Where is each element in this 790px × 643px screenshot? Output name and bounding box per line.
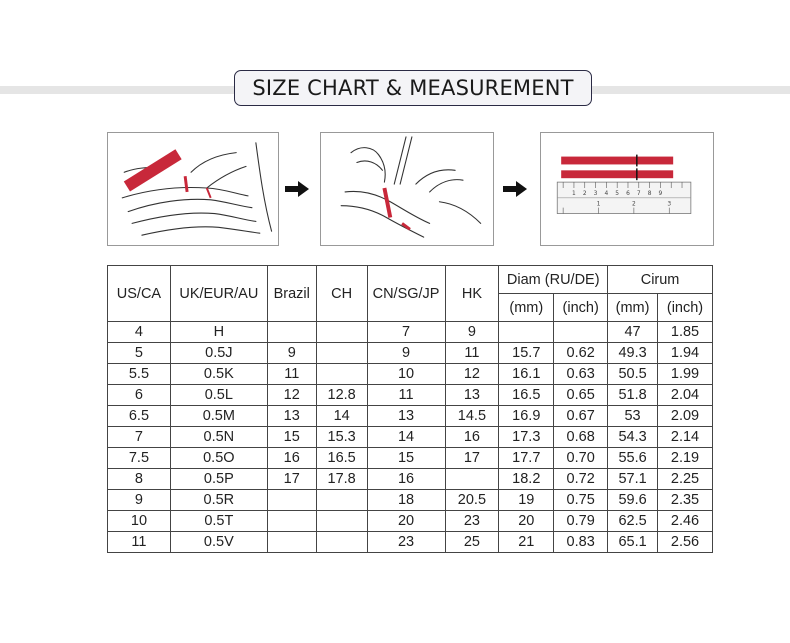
cell-cirum-inch: 2.56 — [658, 532, 713, 553]
header-cirum: Cirum — [608, 266, 713, 294]
cell-cirum-inch: 2.04 — [658, 385, 713, 406]
cell-diam-inch: 0.79 — [554, 511, 608, 532]
header-brazil: Brazil — [267, 266, 316, 322]
cell-cirum-mm: 55.6 — [608, 448, 658, 469]
cell-us-ca: 6.5 — [108, 406, 171, 427]
cell-ch: 17.8 — [316, 469, 367, 490]
cell-diam-mm: 17.7 — [499, 448, 554, 469]
cell-brazil — [267, 511, 316, 532]
table-row — [108, 469, 713, 490]
cell-cirum-inch: 1.94 — [658, 343, 713, 364]
ruler-mark: 1 — [572, 190, 576, 197]
cell-hk: 17 — [445, 448, 499, 469]
illustration-measure-ruler — [540, 132, 714, 246]
table-row — [108, 385, 713, 406]
cell-us-ca: 7 — [108, 427, 171, 448]
table-row — [108, 448, 713, 469]
cell-hk: 20.5 — [445, 490, 499, 511]
header-row — [108, 266, 713, 294]
cell-diam-inch: 0.83 — [554, 532, 608, 553]
cell-brazil: 13 — [267, 406, 316, 427]
cell-uk-eur-au: 0.5N — [170, 427, 267, 448]
cell-cirum-mm: 57.1 — [608, 469, 658, 490]
cell-uk-eur-au: 0.5V — [170, 532, 267, 553]
header-diam-mm: (mm) — [499, 294, 554, 322]
cell-cn-sg-jp: 9 — [367, 343, 445, 364]
cell-cirum-mm: 59.6 — [608, 490, 658, 511]
ruler-mark: 2 — [632, 201, 636, 208]
cell-uk-eur-au: 0.5J — [170, 343, 267, 364]
ruler-mark: 7 — [636, 190, 641, 197]
cell-cirum-inch: 1.99 — [658, 364, 713, 385]
cell-brazil — [267, 490, 316, 511]
table-row — [108, 511, 713, 532]
size-chart-table — [107, 265, 713, 553]
cell-ch — [316, 343, 367, 364]
cell-cirum-inch: 2.25 — [658, 469, 713, 490]
cell-us-ca: 8 — [108, 469, 171, 490]
header-diam-inch: (inch) — [554, 294, 608, 322]
cell-hk: 12 — [445, 364, 499, 385]
cell-us-ca: 6 — [108, 385, 171, 406]
cell-cirum-inch: 2.19 — [658, 448, 713, 469]
header-cn-sg-jp: CN/SG/JP — [367, 266, 445, 322]
cell-brazil: 9 — [267, 343, 316, 364]
title-banner — [234, 70, 592, 106]
header-diam: Diam (RU/DE) — [499, 266, 608, 294]
cell-cirum-mm: 54.3 — [608, 427, 658, 448]
cell-uk-eur-au: 0.5P — [170, 469, 267, 490]
arrow-right-icon — [503, 181, 527, 197]
cell-uk-eur-au: 0.5K — [170, 364, 267, 385]
cell-uk-eur-au: 0.5R — [170, 490, 267, 511]
header-uk-eur-au: UK/EUR/AU — [170, 266, 267, 322]
cell-diam-inch: 0.68 — [554, 427, 608, 448]
header-cirum-mm: (mm) — [608, 294, 658, 322]
cell-cn-sg-jp: 10 — [367, 364, 445, 385]
cell-brazil: 16 — [267, 448, 316, 469]
cell-diam-mm: 16.1 — [499, 364, 554, 385]
ruler-mark: 8 — [647, 190, 652, 197]
page-title: SIZE CHART & MEASUREMENT — [252, 76, 574, 100]
cell-us-ca: 11 — [108, 532, 171, 553]
cell-cn-sg-jp: 11 — [367, 385, 445, 406]
ruler-mark: 5 — [615, 190, 620, 197]
cell-diam-mm: 18.2 — [499, 469, 554, 490]
cell-ch — [316, 364, 367, 385]
ruler-mark: 6 — [626, 190, 630, 197]
cell-hk: 14.5 — [445, 406, 499, 427]
ruler-mark: 4 — [604, 190, 609, 197]
arrow-right-icon — [285, 181, 309, 197]
cell-diam-mm: 16.9 — [499, 406, 554, 427]
cell-uk-eur-au: 0.5T — [170, 511, 267, 532]
table-row — [108, 343, 713, 364]
header-ch: CH — [316, 266, 367, 322]
header-hk: HK — [445, 266, 499, 322]
table-row — [108, 490, 713, 511]
cell-diam-mm: 16.5 — [499, 385, 554, 406]
cell-hk: 13 — [445, 385, 499, 406]
table-row — [108, 322, 713, 343]
cell-cn-sg-jp: 15 — [367, 448, 445, 469]
cell-cirum-mm: 50.5 — [608, 364, 658, 385]
cell-cirum-mm: 65.1 — [608, 532, 658, 553]
cell-diam-inch: 0.72 — [554, 469, 608, 490]
header-cirum-inch: (inch) — [658, 294, 713, 322]
table-row — [108, 364, 713, 385]
cell-diam-inch: 0.65 — [554, 385, 608, 406]
cell-cn-sg-jp: 7 — [367, 322, 445, 343]
cell-brazil — [267, 532, 316, 553]
cell-uk-eur-au: 0.5M — [170, 406, 267, 427]
cell-ch — [316, 511, 367, 532]
cell-cn-sg-jp: 16 — [367, 469, 445, 490]
cell-cirum-inch: 2.35 — [658, 490, 713, 511]
cell-cirum-mm: 47 — [608, 322, 658, 343]
cell-brazil: 17 — [267, 469, 316, 490]
hand-marking-strip-icon — [321, 133, 493, 245]
cell-uk-eur-au: 0.5O — [170, 448, 267, 469]
cell-ch: 16.5 — [316, 448, 367, 469]
cell-cirum-inch: 2.14 — [658, 427, 713, 448]
cell-cirum-inch: 2.46 — [658, 511, 713, 532]
cell-us-ca: 5.5 — [108, 364, 171, 385]
ruler-mark: 1 — [596, 201, 601, 208]
cell-diam-mm: 19 — [499, 490, 554, 511]
cell-cn-sg-jp: 14 — [367, 427, 445, 448]
cell-cn-sg-jp: 18 — [367, 490, 445, 511]
cell-diam-mm: 17.3 — [499, 427, 554, 448]
cell-brazil: 12 — [267, 385, 316, 406]
cell-cn-sg-jp: 23 — [367, 532, 445, 553]
cell-diam-mm: 20 — [499, 511, 554, 532]
cell-hk: 16 — [445, 427, 499, 448]
cell-cn-sg-jp: 20 — [367, 511, 445, 532]
cell-diam-inch: 0.70 — [554, 448, 608, 469]
cell-cirum-mm: 53 — [608, 406, 658, 427]
cell-ch — [316, 532, 367, 553]
cell-hk: 23 — [445, 511, 499, 532]
cell-brazil — [267, 322, 316, 343]
cell-ch — [316, 322, 367, 343]
cell-hk: 11 — [445, 343, 499, 364]
ruler-mark: 3 — [667, 201, 672, 208]
cell-us-ca: 4 — [108, 322, 171, 343]
hand-with-paper-strip-icon — [108, 133, 278, 245]
cell-diam-mm: 21 — [499, 532, 554, 553]
cell-uk-eur-au: H — [170, 322, 267, 343]
cell-brazil: 15 — [267, 427, 316, 448]
ruler-mark: 2 — [582, 190, 587, 197]
ruler-measure-icon — [541, 133, 713, 245]
cell-diam-inch: 0.75 — [554, 490, 608, 511]
cell-ch — [316, 490, 367, 511]
table-row — [108, 406, 713, 427]
cell-us-ca: 5 — [108, 343, 171, 364]
cell-us-ca: 7.5 — [108, 448, 171, 469]
cell-hk: 9 — [445, 322, 499, 343]
cell-us-ca: 9 — [108, 490, 171, 511]
cell-ch: 12.8 — [316, 385, 367, 406]
cell-hk: 25 — [445, 532, 499, 553]
ruler-mark: 3 — [593, 190, 598, 197]
cell-us-ca: 10 — [108, 511, 171, 532]
table-row — [108, 532, 713, 553]
cell-diam-inch: 0.62 — [554, 343, 608, 364]
illustration-mark-strip — [320, 132, 494, 246]
size-chart-body — [108, 322, 713, 553]
cell-cirum-inch: 1.85 — [658, 322, 713, 343]
cell-brazil: 11 — [267, 364, 316, 385]
cell-cirum-inch: 2.09 — [658, 406, 713, 427]
cell-diam-inch — [554, 322, 608, 343]
cell-ch: 15.3 — [316, 427, 367, 448]
cell-diam-inch: 0.67 — [554, 406, 608, 427]
cell-cirum-mm: 62.5 — [608, 511, 658, 532]
cell-diam-mm: 15.7 — [499, 343, 554, 364]
cell-cn-sg-jp: 13 — [367, 406, 445, 427]
table-row — [108, 427, 713, 448]
cell-uk-eur-au: 0.5L — [170, 385, 267, 406]
cell-cirum-mm: 51.8 — [608, 385, 658, 406]
ruler-mark: 9 — [658, 190, 663, 197]
cell-hk — [445, 469, 499, 490]
cell-ch: 14 — [316, 406, 367, 427]
cell-cirum-mm: 49.3 — [608, 343, 658, 364]
header-us-ca: US/CA — [108, 266, 171, 322]
cell-diam-inch: 0.63 — [554, 364, 608, 385]
illustration-wrap-strip — [107, 132, 279, 246]
cell-diam-mm — [499, 322, 554, 343]
